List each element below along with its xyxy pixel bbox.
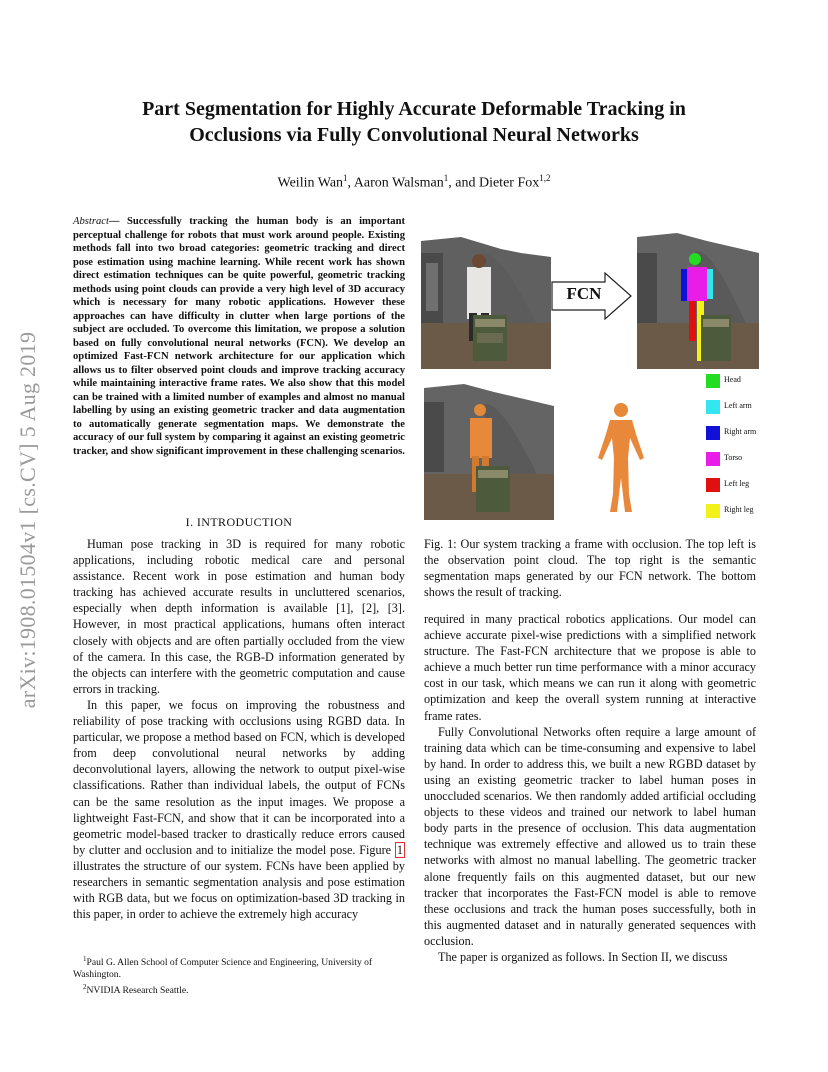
right-paragraph-3: The paper is organized as follows. In Section II, we discuss	[438, 949, 728, 964]
author-3: and Dieter Fox	[455, 175, 540, 191]
footnote-2-mark: 2	[83, 983, 87, 992]
observation-scene-graphic	[421, 223, 551, 369]
paper-title	[90, 96, 738, 148]
segmentation-map-image	[637, 223, 759, 369]
section-heading: I. INTRODUCTION	[185, 515, 293, 529]
fcn-arrow	[551, 272, 633, 320]
intro-paragraph-1: Human pose tracking in 3D is required for many robotic applications, including robotic medical care and personal assistance. Recent work in pose estimation and human body tracking has achieved accurate results in uncluttered scenarios, especially when depth information is available [1], [2], [3]. However, in most practical applications, humans often interact closely with objects and are often partially occluded from the view of the camera. In this case, the RGB-D information generated by the objects can interfere with the geometric computation and cause errors in tracking.	[73, 537, 405, 696]
footnote-2	[73, 981, 405, 997]
right-paragraph-1: required in many practical robotics applications. Our model can achieve accurate pixel-wise predictions with a simplified network structure. The Fast-FCN architecture that we propose is able to achieve a much better run time performance with a minor accuracy cost in our task, which means we can run it along with geometric optimization and keep the overall system running at interactive frame rates.	[424, 612, 756, 723]
observation-point-cloud-image	[421, 223, 551, 369]
segmentation-scene-graphic	[637, 223, 759, 369]
author-2: Aaron Walsman	[353, 175, 444, 191]
fcn-arrow-label: FCN	[566, 284, 602, 303]
arxiv-id-text: arXiv:1908.01504v1 [cs.CV] 5 Aug 2019	[15, 331, 40, 709]
figure-caption: Fig. 1: Our system tracking a frame with occlusion. The top left is the observation point cloud. The top right is the semantic segmentation maps generated by our FCN network. The bottom shows the result of tracking.	[424, 537, 756, 599]
tracking-scene-graphic	[424, 374, 697, 520]
footnotes	[73, 953, 405, 997]
abstract-label: Abstract	[73, 216, 109, 227]
legend-label: Left leg	[724, 479, 750, 488]
legend-label: Torso	[724, 453, 743, 462]
figure-ref-link[interactable]: 1	[396, 842, 403, 857]
intro-paragraph-2-a: In this paper, we focus on improving the robustness and reliability of pose tracking with occlusions using RGBD data. In particular, we propose a method based on FCN, which is developed from deep convolutional neural networks by adding deconvolutional layers, allowing the network to output pixel-wise classifications. Rather than individual labels, the output of FCNs can be the same resolution as the input images. We propose a lightweight Fast-FCN, and show that it can be incorporated into a geometric model-based tracker to drastically reduce errors caused by clutter and occlusion and to initialize the model pose. Figure	[73, 697, 405, 857]
abstract-text: — Successfully tracking the human body is an important perceptual challenge for robots that must work around people. Existing methods fall into two broad categories: geometric tracking and direct pose estimation using machine learning. While recent work has shown direct estimation techniques can be quite powerful, geometric tracking methods using point clouds can provide a very high level of 3D accuracy which is necessary for many robotic applications. However these approaches can have difficulty in clutter when large portions of the subject are occluded. To overcome this limitation, we propose a solution based on fully convolutional neural networks (FCN). We develop an optimized Fast-FCN network architecture for our application which allows us to filter observed point clouds and improve tracking accuracy while maintaining interactive frame rates. We also show that this model can be trained with a limited number of examples and almost no manual labelling by using an existing geometric tracker and data augmentation to automatically generate segmentation maps. We demonstrate the accuracy of our full system by comparing it against an existing geometric tracker, and show significant improvement in these challenging scenarios.	[73, 216, 405, 457]
footnote-1-mark: 1	[83, 955, 87, 963]
right-paragraph-2: Fully Convolutional Networks often require a large amount of training data which can be time-consuming and expensive to label by hand. In order to address this, we built a new RGBD dataset by using an existing geometric tracker to label human poses in unoccluded scenarios. We then randomly added artificial occluding objects to these videos and trained our network to label human body parts in the presence of occlusion. This data augmentation technique was extremely effective and allowed us to train these networks with almost no manual labelling. The geometric tracker alone frequently fails on this augmented dataset, but our new tracker that incorporates the Fast-FCN model is able to remove these occlusions and track the human poses successfully, both in this augmented dataset and in naturally generated sequences with occlusion.	[424, 724, 756, 948]
intro-paragraph-2-b: illustrates the structure of our system. FCNs have been applied by researchers in semantic segmentation analysis and pose estimation with RGB data, but we focus on optimization-based 3D tracking in this paper, in order to achieve the extremely high accuracy	[73, 858, 405, 922]
legend-swatch	[706, 374, 720, 388]
legend-label: Right leg	[724, 505, 754, 514]
arxiv-side-stamp	[8, 285, 48, 755]
right-column-body	[424, 611, 756, 965]
left-column-body	[73, 536, 405, 922]
legend-label: Left arm	[724, 401, 752, 410]
legend-swatch	[706, 452, 720, 466]
legend-label: Head	[724, 375, 741, 384]
author-1-affil: 1	[343, 173, 348, 183]
footnote-1-text: Paul G. Allen School of Computer Science and Engineering, University of Washington.	[73, 957, 373, 981]
intro-paragraph-2	[73, 697, 405, 922]
legend-swatch	[706, 504, 720, 518]
footnote-2-text: NVIDIA Research Seattle.	[86, 985, 189, 997]
title-line-2: Occlusions via Fully Convolutional Neural Networks	[189, 124, 639, 146]
legend-swatch	[706, 426, 720, 440]
tracking-result-image	[424, 374, 697, 520]
author-1: Weilin Wan	[277, 175, 344, 191]
abstract	[73, 215, 405, 458]
footnote-1	[73, 953, 405, 981]
author-2-affil: 1	[443, 173, 449, 183]
author-3-affil: 1,2	[539, 173, 551, 183]
author-list: Weilin Wan$^1$, Aaron Walsman$^1$, and Dieter Fox$^{1,2}$	[277, 173, 551, 191]
title-line-1: Part Segmentation for Highly Accurate Deformable Tracking in	[142, 98, 686, 120]
legend-swatch	[706, 478, 720, 492]
legend-swatch	[706, 400, 720, 414]
legend-label: Right arm	[724, 427, 757, 436]
